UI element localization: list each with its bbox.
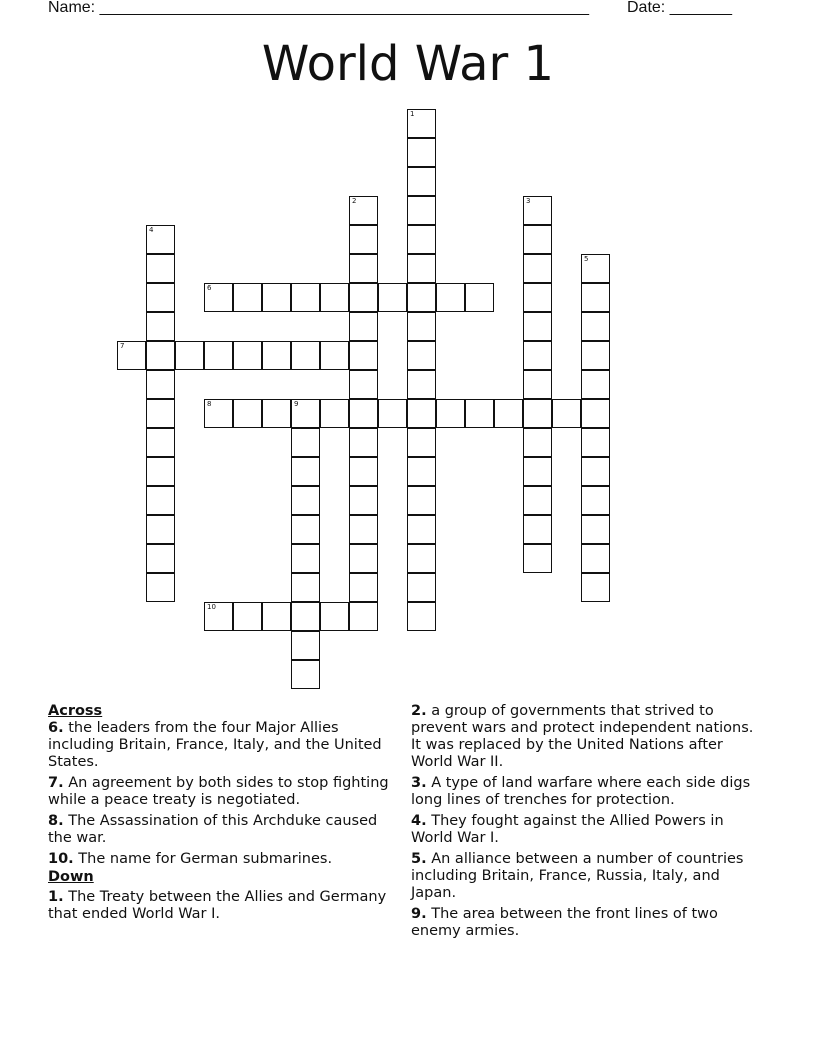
crossword-cell[interactable] (523, 283, 552, 312)
crossword-cell[interactable] (204, 341, 233, 370)
date-field-label: Date: _______ (627, 0, 732, 16)
crossword-cell[interactable] (407, 109, 436, 138)
name-field-label: Name: _______________________________________________________ (48, 0, 589, 16)
crossword-cell[interactable] (262, 602, 291, 631)
crossword-cell[interactable] (349, 602, 378, 631)
across-clue-list (48, 720, 403, 868)
crossword-cell[interactable] (581, 544, 610, 573)
crossword-cell[interactable] (146, 254, 175, 283)
clue-number: 10. (48, 851, 74, 867)
clue-number: 2. (411, 703, 427, 719)
crossword-cell[interactable] (436, 399, 465, 428)
crossword-cell[interactable] (581, 486, 610, 515)
crossword-cell[interactable] (233, 283, 262, 312)
crossword-cell[interactable] (407, 602, 436, 631)
clue-text: They fought against the Allied Powers in World War I. (411, 813, 724, 846)
clue-number: 6. (48, 720, 64, 736)
crossword-cell[interactable] (494, 399, 523, 428)
clue-text: The area between the front lines of two enemy armies. (411, 906, 718, 939)
clue-down-1 (48, 889, 403, 923)
crossword-cell[interactable] (233, 602, 262, 631)
crossword-cell[interactable] (523, 486, 552, 515)
crossword-cell[interactable] (146, 457, 175, 486)
crossword-cell[interactable] (407, 283, 436, 312)
clue-across-8 (48, 813, 403, 847)
crossword-cell[interactable] (233, 399, 262, 428)
clue-text: The Assassination of this Archduke caused the war. (48, 813, 378, 846)
crossword-cell[interactable] (204, 283, 233, 312)
crossword-cell[interactable] (320, 399, 349, 428)
crossword-cell[interactable] (175, 341, 204, 370)
clues-right-column (411, 703, 766, 944)
crossword-cell[interactable] (378, 399, 407, 428)
crossword-cell[interactable] (407, 370, 436, 399)
crossword-cell[interactable] (291, 283, 320, 312)
crossword-cell[interactable] (146, 225, 175, 254)
crossword-cell[interactable] (349, 399, 378, 428)
crossword-cell[interactable] (581, 283, 610, 312)
crossword-cell[interactable] (349, 312, 378, 341)
crossword-cell[interactable] (291, 515, 320, 544)
crossword-cell[interactable] (407, 515, 436, 544)
crossword-cell[interactable] (146, 486, 175, 515)
crossword-cell[interactable] (581, 370, 610, 399)
crossword-cell[interactable] (407, 312, 436, 341)
crossword-cell[interactable] (204, 399, 233, 428)
clue-down-3 (411, 775, 766, 809)
crossword-cell[interactable] (291, 544, 320, 573)
crossword-cell[interactable] (291, 457, 320, 486)
clue-number: 7. (48, 775, 64, 791)
crossword-cell[interactable] (349, 370, 378, 399)
crossword-cell[interactable] (407, 399, 436, 428)
crossword-cell[interactable] (146, 370, 175, 399)
crossword-cell[interactable] (407, 573, 436, 602)
crossword-cell[interactable] (146, 283, 175, 312)
cell-clue-number: 3 (526, 197, 531, 205)
crossword-cell[interactable] (291, 660, 320, 689)
crossword-cell[interactable] (581, 515, 610, 544)
crossword-cell[interactable] (523, 457, 552, 486)
crossword-cell[interactable] (146, 544, 175, 573)
crossword-cell[interactable] (349, 544, 378, 573)
crossword-cell[interactable] (407, 486, 436, 515)
crossword-cell[interactable] (581, 341, 610, 370)
crossword-cell[interactable] (349, 428, 378, 457)
crossword-cell[interactable] (204, 602, 233, 631)
crossword-cell[interactable] (552, 399, 581, 428)
cell-clue-number: 5 (584, 255, 589, 263)
crossword-cell[interactable] (378, 283, 407, 312)
page-title: World War 1 (261, 36, 555, 92)
clue-down-5 (411, 851, 766, 902)
crossword-cell[interactable] (262, 341, 291, 370)
crossword-cell[interactable] (523, 196, 552, 225)
crossword-cell[interactable] (523, 341, 552, 370)
crossword-cell[interactable] (291, 486, 320, 515)
clue-across-7 (48, 775, 403, 809)
crossword-cell[interactable] (523, 399, 552, 428)
crossword-cell[interactable] (291, 573, 320, 602)
clue-number: 9. (411, 906, 427, 922)
clue-text: An agreement by both sides to stop fighting while a peace treaty is negotiated. (48, 775, 389, 808)
crossword-cell[interactable] (291, 399, 320, 428)
crossword-cell[interactable] (407, 254, 436, 283)
crossword-cell[interactable] (146, 341, 175, 370)
crossword-cell[interactable] (523, 370, 552, 399)
crossword-cell[interactable] (407, 167, 436, 196)
clue-number: 4. (411, 813, 427, 829)
crossword-cell[interactable] (581, 457, 610, 486)
clue-across-6 (48, 720, 403, 771)
clue-text: a group of governments that strived to prevent wars and protect independent nations. It was replaced by the United Nations after World War II. (411, 703, 754, 770)
crossword-cell[interactable] (465, 399, 494, 428)
crossword-cell[interactable] (349, 486, 378, 515)
cell-clue-number: 4 (149, 226, 154, 234)
crossword-cell[interactable] (233, 341, 262, 370)
crossword-cell[interactable] (320, 341, 349, 370)
crossword-cell[interactable] (349, 225, 378, 254)
crossword-cell[interactable] (349, 196, 378, 225)
crossword-cell[interactable] (117, 341, 146, 370)
crossword-cell[interactable] (291, 428, 320, 457)
crossword-cell[interactable] (581, 254, 610, 283)
crossword-cell[interactable] (407, 196, 436, 225)
crossword-cell[interactable] (146, 399, 175, 428)
crossword-cell[interactable] (523, 225, 552, 254)
clue-number: 1. (48, 889, 64, 905)
crossword-cell[interactable] (465, 283, 494, 312)
clue-text: An alliance between a number of countries including Britain, France, Russia, Italy, and Japan. (411, 851, 744, 901)
crossword-cell[interactable] (349, 515, 378, 544)
crossword-cell[interactable] (349, 254, 378, 283)
clue-text: The Treaty between the Allies and Germany that ended World War I. (48, 889, 387, 922)
cell-clue-number: 1 (410, 110, 415, 118)
crossword-cell[interactable] (407, 428, 436, 457)
crossword-cell[interactable] (146, 312, 175, 341)
crossword-cell[interactable] (262, 283, 291, 312)
cell-clue-number: 7 (120, 342, 125, 350)
crossword-cell[interactable] (581, 312, 610, 341)
cell-clue-number: 2 (352, 197, 357, 205)
clue-down-4 (411, 813, 766, 847)
clue-down-9 (411, 906, 766, 940)
crossword-cell[interactable] (523, 428, 552, 457)
crossword-cell[interactable] (581, 399, 610, 428)
crossword-cell[interactable] (320, 283, 349, 312)
clues-left-column (48, 703, 403, 927)
crossword-cell[interactable] (407, 138, 436, 167)
crossword-cell[interactable] (523, 254, 552, 283)
crossword-cell[interactable] (262, 399, 291, 428)
crossword-cell[interactable] (349, 283, 378, 312)
crossword-cell[interactable] (436, 283, 465, 312)
crossword-cell[interactable] (146, 515, 175, 544)
crossword-cell[interactable] (407, 225, 436, 254)
down-heading: Down (48, 869, 94, 885)
crossword-cell[interactable] (146, 428, 175, 457)
crossword-cell[interactable] (407, 544, 436, 573)
crossword-cell[interactable] (407, 457, 436, 486)
crossword-cell[interactable] (349, 457, 378, 486)
crossword-cell[interactable] (523, 544, 552, 573)
crossword-cell[interactable] (291, 602, 320, 631)
clue-text: the leaders from the four Major Allies including Britain, France, Italy, and the United States. (48, 720, 382, 770)
clue-text: A type of land warfare where each side digs long lines of trenches for protection. (411, 775, 751, 808)
crossword-cell[interactable] (407, 341, 436, 370)
clue-number: 5. (411, 851, 427, 867)
cell-clue-number: 6 (207, 284, 212, 292)
clue-text: The name for German submarines. (78, 851, 333, 867)
clue-number: 3. (411, 775, 427, 791)
crossword-cell[interactable] (581, 573, 610, 602)
crossword-cell[interactable] (523, 312, 552, 341)
crossword-cell[interactable] (523, 515, 552, 544)
crossword-cell[interactable] (581, 428, 610, 457)
cell-clue-number: 8 (207, 400, 212, 408)
crossword-cell[interactable] (349, 573, 378, 602)
cell-clue-number: 10 (207, 603, 216, 611)
crossword-cell[interactable] (146, 573, 175, 602)
clue-number: 8. (48, 813, 64, 829)
crossword-cell[interactable] (291, 631, 320, 660)
across-heading: Across (48, 703, 103, 719)
clue-across-10 (48, 851, 403, 868)
crossword-cell[interactable] (320, 602, 349, 631)
crossword-cell[interactable] (349, 341, 378, 370)
crossword-cell[interactable] (291, 341, 320, 370)
cell-clue-number: 9 (294, 400, 299, 408)
clue-down-2 (411, 703, 766, 771)
